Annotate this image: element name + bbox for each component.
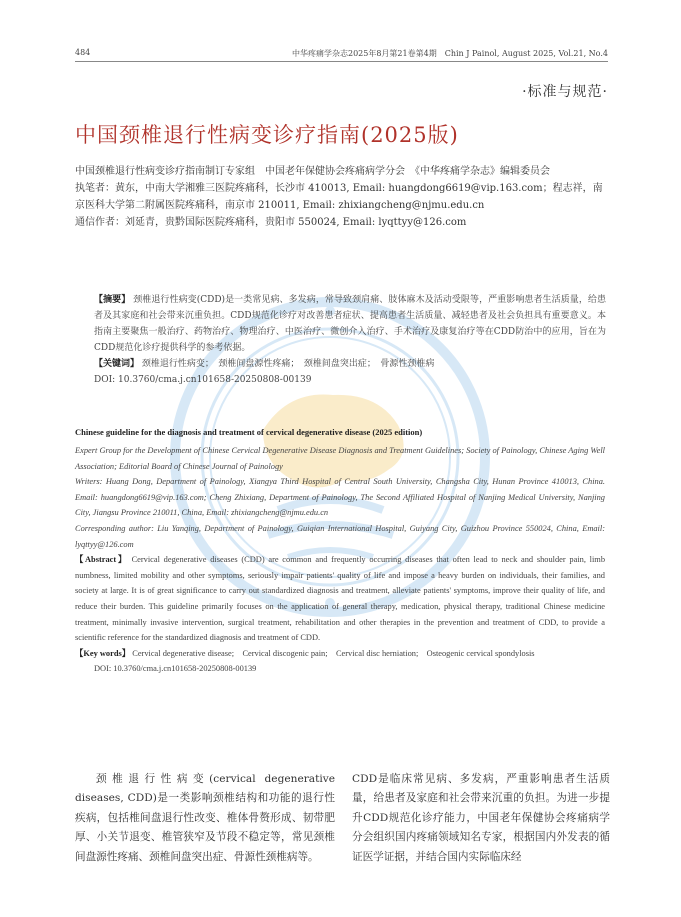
english-keywords-text: Cervical degenerative disease; Cervical discogenic pain; Cervical disc herniation; Osteogenic cervical spondylosis (132, 648, 535, 658)
corresponding-zh: 通信作者：刘延青，贵黔国际医院疼痛科，贵阳市 550024, Email: lyqttyy@126.com (75, 217, 467, 228)
english-doi: DOI: 10.3760/cma.j.cn101658-20250808-00139 (94, 664, 257, 674)
english-keywords-paragraph (75, 646, 605, 662)
doi-zh: DOI: 10.3760/cma.j.cn101658-20250808-00139 (94, 375, 312, 385)
english-abstract-label: 【Abstract】 (75, 555, 128, 565)
english-title: Chinese guideline for the diagnosis and treatment of cervical degenerative disease (2025 edition) (75, 427, 423, 437)
page-number: 484 (75, 48, 91, 57)
english-corresponding: Corresponding author: Liu Yanqing, Department of Painology, Guiqian International Hospital, Guiyang City, Guizhou Province 550024, China, Email: lyqttyy@126.com (75, 523, 605, 549)
english-abstract-text: Cervical degenerative diseases (CDD) are common and frequently occurring diseases that often lead to neck and shoulder pain, limb numbness, limited mobility and other symptoms, seriously impair patients' quality of life and impose a heavy burden on individuals, their families, and society at large. It is of great significance to carry out standardized diagnosis and treatment, alleviate patients' symptoms, improve their quality of life, and reduce their burden. This guideline primarily focuses on the application of general therapy, medication, physical therapy, traditional Chinese medicine treatment, minimally invasive intervention, surgical treatment, rehabilitation and other therapies in the prevention and treatment of CDD, to provide a scientific reference for the standardized diagnosis and treatment of CDD. (75, 555, 606, 643)
keywords-zh-paragraph (94, 356, 606, 372)
abstract-zh (94, 292, 606, 388)
english-group: Expert Group for the Development of Chinese Cervical Degenerative Disease Diagnosis and Treatment Guidelines; Society of Painology, Chinese Aging Well Association; Editorial Board of Chinese Journal of Painology (75, 446, 605, 471)
authors-zh (75, 163, 605, 231)
section-tag: ·标准与规范· (522, 84, 608, 100)
running-head: 中华疼痛学杂志2025年8月第21卷第4期 Chin J Painol, August 2025, Vol.21, No.4 (291, 49, 608, 58)
article-title: 中国颈椎退行性病变诊疗指南(2025版) (75, 123, 459, 147)
keywords-zh-text: 颈椎退行性病变； 颈椎间盘源性疼痛； 颈椎间盘突出症； 骨源性颈椎病 (141, 359, 435, 369)
body-column-left: 颈椎退行性病变(cervical degenerative diseases, CDD)是一类影响颈椎结构和功能的退行性疾病，包括椎间盘退行性改变、椎体骨赘形成、韧带肥厚、小关节退变、椎管狭窄及节段不稳定等，常见颈椎间盘源性疼痛、颈椎间盘突出症、骨源性颈椎病等。 (75, 773, 335, 863)
keywords-zh-label: 【关键词】 (94, 359, 140, 369)
abstract-zh-label: 【摘要】 (94, 295, 131, 305)
header-rule (75, 61, 608, 62)
english-front-matter (75, 443, 605, 677)
english-writers: Writers: Huang Dong, Department of Painology, Xiangya Third Hospital of Central South University, Changsha City, Hunan Province 410013, China. Email: huangdong6619@vip.163.com; Cheng Zhixiang, Department of Painology, The Second Affiliated Hospital of Nanjing Medical University, Nanjing City, Jiangsu Province 210011, China, Email: zhixiangcheng@njmu.edu.cn (75, 477, 605, 518)
body-column-right: CDD是临床常见病、多发病，严重影响患者生活质量，给患者及家庭和社会带来沉重的负担。为进一步提升CDD规范化诊疗能力，中国老年保健协会疼痛病学分会组织国内疼痛领域知名专家，根据国内外发表的循证医学证据，并结合国内实际临床经 (352, 773, 610, 863)
author-group-zh: 中国颈椎退行性病变诊疗指南制订专家组 中国老年保健协会疼痛病学分会 《中华疼痛学杂志》编辑委员会 (75, 166, 550, 177)
abstract-zh-paragraph (94, 292, 606, 356)
abstract-zh-text: 颈椎退行性病变(CDD)是一类常见病、多发病，常导致颈肩痛、肢体麻木及活动受限等，严重影响患者生活质量，给患者及其家庭和社会带来沉重负担。CDD规范化诊疗对改善患者症状、提高患者生活质量、减轻患者及社会负担具有重要意义。本指南主要聚焦一般治疗、药物治疗、物理治疗、中医治疗、微创介入治疗、手术治疗及康复治疗等在CDD防治中的应用，旨在为CDD规范化诊疗提供科学的参考依据。 (94, 295, 606, 353)
english-abstract-paragraph (75, 552, 605, 646)
english-keywords-label: 【Key words】 (75, 648, 131, 658)
writers-zh: 执笔者：黄东，中南大学湘雅三医院疼痛科，长沙市 410013, Email: huangdong6619@vip.163.com；程志祥，南京医科大学第二附属医院疼痛科，南京市 210011, Email: zhixiangcheng@njmu.edu.cn (75, 183, 603, 211)
